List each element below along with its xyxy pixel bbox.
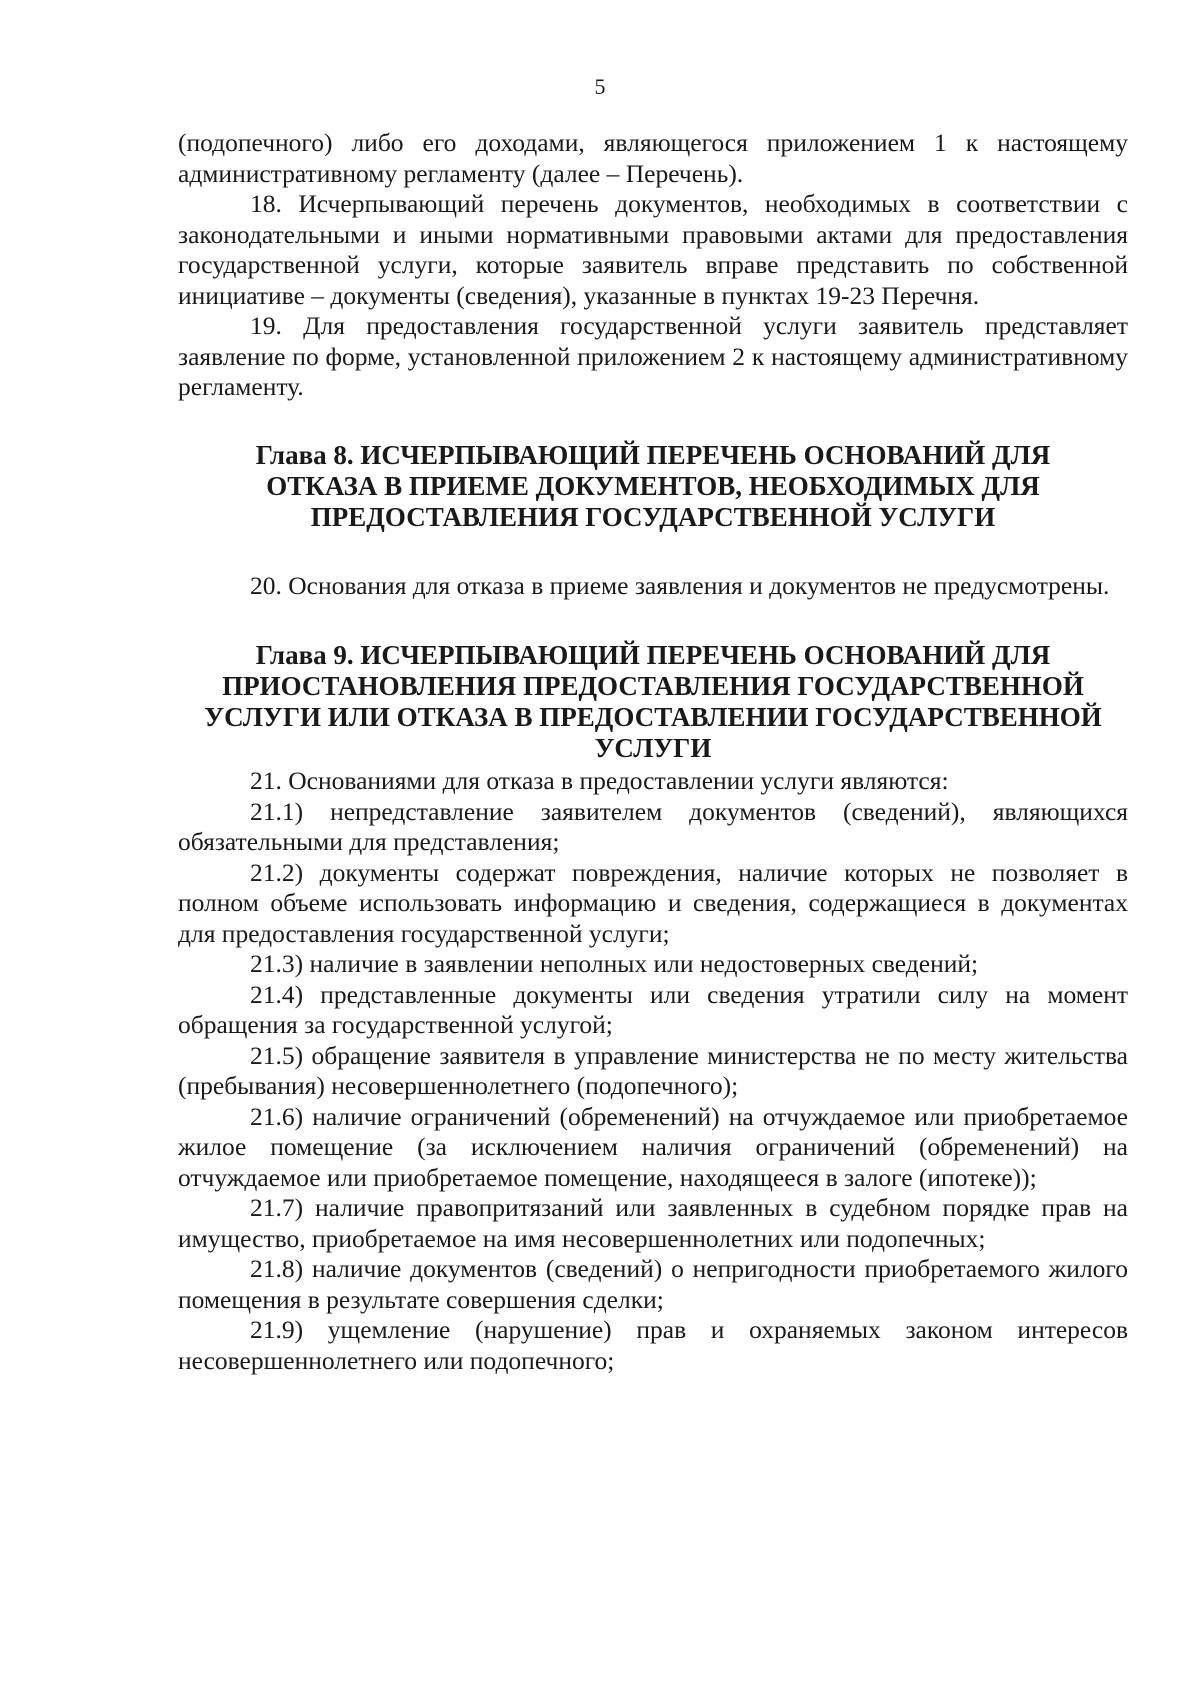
paragraph-19: 19. Для предоставления государственной услуги заявитель представляет заявление по форме, установленной приложением 2 к настоящему административному регламенту. — [178, 311, 1128, 401]
paragraph-21-9: 21.9) ущемление (нарушение) прав и охраняемых законом интересов несовершеннолетнего или подопечного; — [178, 1315, 1128, 1375]
paragraph-21-8: 21.8) наличие документов (сведений) о непригодности приобретаемого жилого помещения в результате совершения сделки; — [178, 1254, 1128, 1314]
chapter-8-heading-line: ОТКАЗА В ПРИЕМЕ ДОКУМЕНТОВ, НЕОБХОДИМЫХ ДЛЯ — [266, 470, 1040, 501]
chapter-9-heading-line: УСЛУГИ ИЛИ ОТКАЗА В ПРЕДОСТАВЛЕНИИ ГОСУДАРСТВЕННОЙ — [204, 702, 1102, 732]
paragraph-21: 21. Основаниями для отказа в предоставлении услуги являются: — [250, 766, 949, 795]
chapter-9-heading-line: Глава 9. ИСЧЕРПЫВАЮЩИЙ ПЕРЕЧЕНЬ ОСНОВАНИЙ ДЛЯ — [255, 640, 1051, 670]
chapter-9-heading-line: ПРИОСТАНОВЛЕНИЯ ПРЕДОСТАВЛЕНИЯ ГОСУДАРСТВЕННОЙ — [222, 671, 1084, 701]
paragraph-continuation: (подопечного) либо его доходами, являющегося приложением 1 к настоящему административному регламенту (далее – Перечень). — [178, 128, 1128, 188]
chapter-9-heading-line: УСЛУГИ — [594, 733, 712, 763]
paragraph-21-1: 21.1) непредставление заявителем документов (сведений), являющихся обязательными для представления; — [178, 796, 1128, 856]
paragraph-21-5: 21.5) обращение заявителя в управление министерства не по месту жительства (пребывания) несовершеннолетнего (подопечного); — [178, 1040, 1128, 1100]
paragraph-21-3: 21.3) наличие в заявлении неполных или недостоверных сведений; — [250, 949, 979, 978]
page-number: 5 — [594, 74, 606, 99]
paragraph-21-7: 21.7) наличие правопритязаний или заявленных в судебном порядке прав на имущество, приобретаемое на имя несовершеннолетних или подопечных; — [178, 1193, 1128, 1253]
chapter-8-heading-line: ПРЕДОСТАВЛЕНИЯ ГОСУДАРСТВЕННОЙ УСЛУГИ — [310, 501, 996, 532]
paragraph-18: 18. Исчерпывающий перечень документов, необходимых в соответствии с законодательными и иными нормативными правовыми актами для предоставления государственной услуги, которые заявитель вправе представить по собственной инициативе – документы (сведения), указанные в пунктах 19-23 Перечня. — [178, 189, 1128, 310]
document-body — [178, 128, 1128, 1376]
paragraph-21-4: 21.4) представленные документы или сведения утратили силу на момент обращения за государственной услугой; — [178, 979, 1128, 1039]
chapter-8-heading-line: Глава 8. ИСЧЕРПЫВАЮЩИЙ ПЕРЕЧЕНЬ ОСНОВАНИЙ ДЛЯ — [255, 439, 1051, 470]
paragraph-21-2: 21.2) документы содержат повреждения, наличие которых не позволяет в полном объеме использовать информацию и сведения, содержащиеся в документах для предоставления государственной услуги; — [178, 857, 1128, 948]
chapter-8-heading — [178, 440, 1128, 533]
chapter-9-heading — [178, 640, 1128, 764]
paragraph-20: 20. Основания для отказа в приеме заявления и документов не предусмотрены. — [250, 570, 1110, 600]
paragraph-21-6: 21.6) наличие ограничений (обременений) на отчуждаемое или приобретаемое жилое помещение (за исключением наличия ограничений (обременений) на отчуждаемое или приобретаемое помещение, находящееся в залоге (ипотеке)); — [178, 1101, 1128, 1192]
